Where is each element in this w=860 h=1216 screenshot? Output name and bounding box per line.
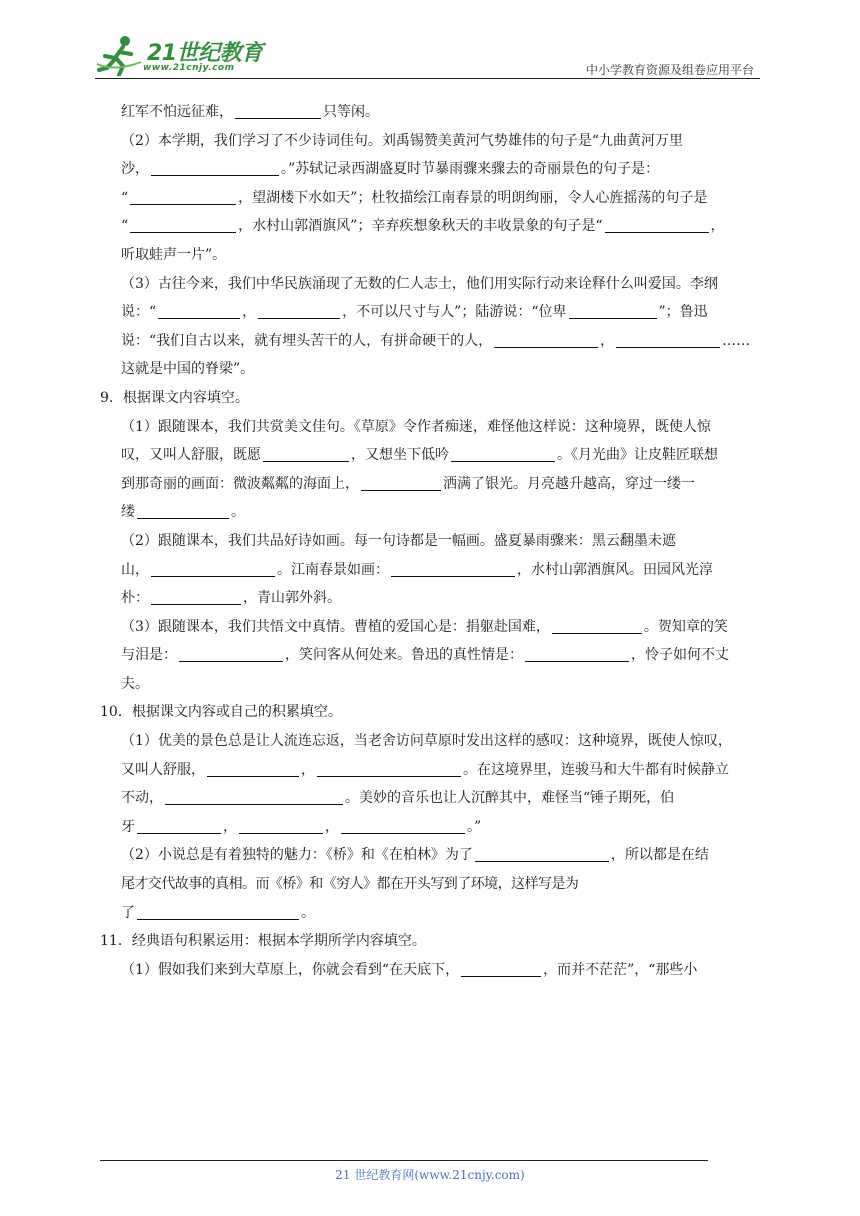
answer-blank[interactable] (151, 587, 241, 605)
text-line: 到那奇丽的画面：微波粼粼的海面上， 洒满了银光。月亮越升越高，穿过一缕一 (100, 470, 765, 499)
question-heading: 10．根据课文内容或自己的积累填空。 (100, 704, 342, 721)
answer-blank[interactable] (616, 330, 720, 348)
answer-blank[interactable] (137, 816, 221, 834)
answer-blank[interactable] (341, 816, 465, 834)
answer-blank[interactable] (137, 501, 229, 519)
answer-blank[interactable] (137, 902, 299, 920)
text-line: 红军不怕远征难， 只等闲。 (100, 98, 765, 127)
answer-blank[interactable] (151, 158, 279, 176)
text-line: 了 。 (100, 899, 765, 928)
text-line: 牙 ， ， 。” (100, 813, 765, 842)
answer-blank[interactable] (179, 644, 283, 662)
answer-blank[interactable] (130, 215, 236, 233)
answer-blank[interactable] (258, 301, 340, 319)
text-line: （2）跟随课本，我们共品好诗如画。每一句诗都是一幅画。盛夏暴雨骤来：黑云翻墨未遮 (121, 532, 676, 549)
text-line: 叹，又叫人舒服，既愿 ，又想坐下低吟 。《月光曲》让皮鞋匠联想 (100, 441, 765, 470)
question-heading: 11．经典语句积累运用：根据本学期所学内容填空。 (100, 933, 426, 950)
answer-blank[interactable] (391, 559, 515, 577)
answer-blank[interactable] (235, 101, 321, 119)
answer-blank[interactable] (165, 787, 343, 805)
page-footer: 21 世纪教育网(www.21cnjy.com) (335, 1168, 525, 1182)
running-figure-icon (95, 34, 147, 76)
answer-blank[interactable] (475, 844, 609, 862)
answer-blank[interactable] (461, 959, 541, 977)
answer-blank[interactable] (317, 759, 461, 777)
document-body (100, 98, 765, 984)
answer-blank[interactable] (130, 187, 236, 205)
text-line: 朴： ，青山郭外斜。 (100, 584, 765, 613)
logo (95, 34, 265, 76)
answer-blank[interactable] (151, 559, 275, 577)
text-line: （1）假如我们来到大草原上，你就会看到“在天底下， ，而并不茫茫”，“那些小 (100, 956, 765, 985)
answer-blank[interactable] (525, 644, 629, 662)
text-line: （3）跟随课本，我们共悟文中真情。曹植的爱国心是：捐躯赴国难， 。贺知章的笑 (100, 613, 765, 642)
text-line: （1）跟随课本，我们共赏美文佳句。《草原》令作者痴迷，难怪他这样说：这种境界，既使人惊 (121, 418, 711, 435)
header-divider (95, 78, 760, 79)
text-line: 这就是中国的脊梁”。 (121, 361, 255, 378)
text-line: （2）小说总是有着独特的魅力：《桥》和《在柏林》为了 ，所以都是在结 (100, 841, 765, 870)
text-line: （3）古往今来，我们中华民族涌现了无数的仁人志士，他们用实际行动来诠释什么叫爱国。李纲 (121, 275, 718, 292)
text-line: 缕 。 (100, 498, 765, 527)
text-line: （1）优美的景色总是让人流连忘返，当老舍访问草原时发出这样的感叹：这种境界，既使人惊叹， (121, 733, 732, 750)
text-line: 说：“我们自古以来，就有埋头苦干的人，有拼命硬干的人， ， …… (100, 327, 765, 356)
text-line: 尾 才 交 代 故 事 的 真 相 。 而 《 桥 》 和 《 穷 人 》 都 在 开 头 写 到 了 环 境 ， 这 样 写 是 为 (121, 876, 577, 893)
text-line: 又叫人舒服， ， 。在这境界里，连骏马和大牛都有时候静立 (100, 756, 765, 785)
answer-blank[interactable] (361, 473, 441, 491)
answer-blank[interactable] (569, 301, 657, 319)
footer-divider (100, 1160, 708, 1161)
text-line: 不动， 。美妙的音乐也让人沉醉其中，难怪当“锤子期死，伯 (100, 784, 765, 813)
text-line: “ ，望湖楼下水如天”；杜牧描绘江南春景的明朗绚丽，令人心旌摇荡的句子是 (100, 184, 765, 213)
text-line: 夫。 (121, 675, 149, 692)
text-line: 说：“ ， ，不可以尺寸与人”；陆游说：“位卑 ”；鲁迅 (100, 298, 765, 327)
text-line: 山， 。江南春景如画： ，水村山郭酒旗风。田园风光淳 (100, 556, 765, 585)
logo-text: 21世纪教育 (147, 41, 263, 66)
text-line: 听取蛙声一片”。 (121, 246, 227, 263)
text-line: （2）本学期，我们学习了不少诗词佳句。刘禹锡赞美黄河气势雄伟的句子是“九曲黄河万里 (121, 132, 684, 149)
platform-name: 中小学教育资源及组卷应用平台 (585, 63, 754, 77)
logo-url: www.21cnjy.com (143, 63, 235, 73)
text-line: “ ，水村山郭酒旗风”；辛弃疾想象秋天的丰收景象的句子是“ ， (100, 212, 765, 241)
question-heading: 9．根据课文内容填空。 (100, 389, 249, 406)
page-header (95, 30, 760, 80)
text-line: 沙， 。”苏轼记录西湖盛夏时节暴雨骤来骤去的奇丽景色的句子是： (100, 155, 765, 184)
answer-blank[interactable] (605, 215, 709, 233)
answer-blank[interactable] (552, 616, 642, 634)
answer-blank[interactable] (158, 301, 240, 319)
answer-blank[interactable] (263, 444, 349, 462)
answer-blank[interactable] (239, 816, 323, 834)
answer-blank[interactable] (207, 759, 299, 777)
answer-blank[interactable] (451, 444, 555, 462)
text-line: 与泪是： ，笑问客从何处来。鲁迅的真性情是： ，怜子如何不丈 (100, 641, 765, 670)
answer-blank[interactable] (494, 330, 598, 348)
